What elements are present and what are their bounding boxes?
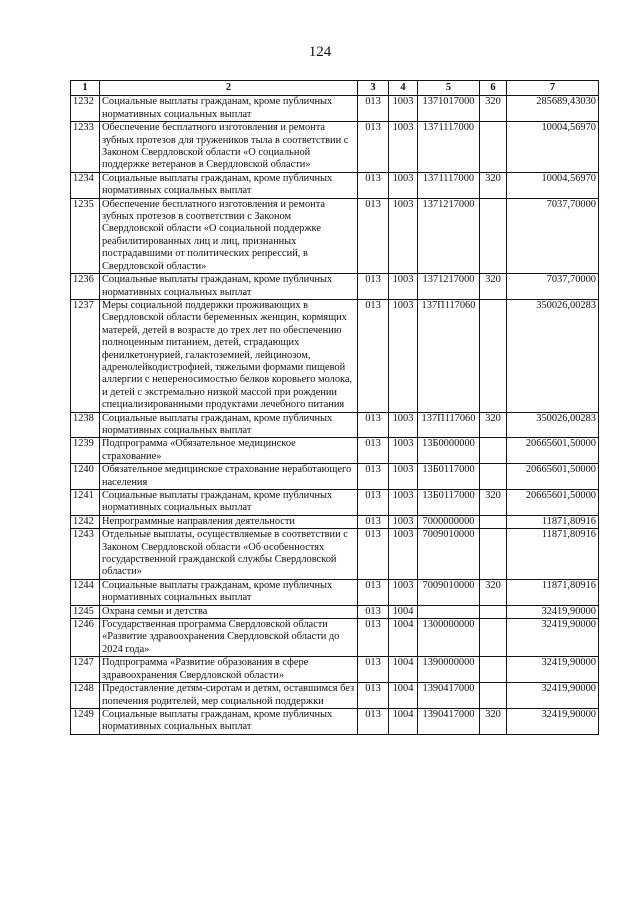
- expense-type-cell: [480, 438, 507, 464]
- row-number-cell: 1249: [71, 708, 100, 734]
- row-name-cell: Социальные выплаты гражданам, кроме публичных нормативных социальных выплат: [100, 274, 358, 300]
- table-row: [71, 708, 599, 734]
- section-code-cell: 1003: [389, 299, 418, 412]
- amount-cell: 11871,80916: [507, 529, 599, 580]
- amount-cell: 32419,90000: [507, 657, 599, 683]
- ministry-code-cell: 013: [358, 515, 389, 528]
- expense-type-cell: 320: [480, 172, 507, 198]
- ministry-code-cell: 013: [358, 683, 389, 709]
- target-code-cell: 13Б0117000: [418, 490, 480, 516]
- ministry-code-cell: 013: [358, 529, 389, 580]
- ministry-code-cell: 013: [358, 619, 389, 657]
- row-number-cell: 1247: [71, 657, 100, 683]
- row-name-cell: Социальные выплаты гражданам, кроме публичных нормативных социальных выплат: [100, 172, 358, 198]
- expense-type-cell: [480, 657, 507, 683]
- amount-cell: 7037,70000: [507, 198, 599, 273]
- amount-cell: 7037,70000: [507, 274, 599, 300]
- row-name-cell: Непрограммные направления деятельности: [100, 515, 358, 528]
- ministry-code-cell: 013: [358, 579, 389, 605]
- table-row: [71, 96, 599, 122]
- target-code-cell: 7000000000: [418, 515, 480, 528]
- table-row: [71, 464, 599, 490]
- row-name-cell: Социальные выплаты гражданам, кроме публичных нормативных социальных выплат: [100, 579, 358, 605]
- row-number-cell: 1248: [71, 683, 100, 709]
- row-name-cell: Подпрограмма «Развитие образования в сфере здравоохранения Свердловской области»: [100, 657, 358, 683]
- expense-type-cell: 320: [480, 708, 507, 734]
- row-number-cell: 1246: [71, 619, 100, 657]
- target-code-cell: 1371117000: [418, 172, 480, 198]
- amount-cell: 32419,90000: [507, 619, 599, 657]
- target-code-cell: [418, 605, 480, 618]
- table-row: [71, 412, 599, 438]
- expense-type-cell: 320: [480, 579, 507, 605]
- amount-cell: 350026,00283: [507, 299, 599, 412]
- ministry-code-cell: 013: [358, 708, 389, 734]
- column-header: 3: [358, 81, 389, 96]
- ministry-code-cell: 013: [358, 657, 389, 683]
- expense-type-cell: 320: [480, 412, 507, 438]
- table-row: [71, 274, 599, 300]
- ministry-code-cell: 013: [358, 464, 389, 490]
- table-row: [71, 605, 599, 618]
- ministry-code-cell: 013: [358, 122, 389, 173]
- expense-type-cell: [480, 619, 507, 657]
- target-code-cell: 1371217000: [418, 274, 480, 300]
- row-number-cell: 1239: [71, 438, 100, 464]
- row-name-cell: Обязательное медицинское страхование неработающего населения: [100, 464, 358, 490]
- target-code-cell: 137П117060: [418, 299, 480, 412]
- section-code-cell: 1003: [389, 122, 418, 173]
- amount-cell: 11871,80916: [507, 515, 599, 528]
- section-code-cell: 1003: [389, 579, 418, 605]
- row-number-cell: 1245: [71, 605, 100, 618]
- column-header: 5: [418, 81, 480, 96]
- table-row: [71, 579, 599, 605]
- target-code-cell: 13Б0000000: [418, 438, 480, 464]
- ministry-code-cell: 013: [358, 96, 389, 122]
- expense-type-cell: [480, 529, 507, 580]
- expense-type-cell: 320: [480, 490, 507, 516]
- row-name-cell: Социальные выплаты гражданам, кроме публичных нормативных социальных выплат: [100, 96, 358, 122]
- expense-type-cell: [480, 198, 507, 273]
- expense-type-cell: [480, 605, 507, 618]
- target-code-cell: 1390000000: [418, 657, 480, 683]
- target-code-cell: 7009010000: [418, 529, 480, 580]
- section-code-cell: 1003: [389, 198, 418, 273]
- section-code-cell: 1003: [389, 172, 418, 198]
- table-row: [71, 172, 599, 198]
- amount-cell: 10004,56970: [507, 122, 599, 173]
- section-code-cell: 1003: [389, 464, 418, 490]
- table-row: [71, 619, 599, 657]
- amount-cell: 285689,43030: [507, 96, 599, 122]
- section-code-cell: 1004: [389, 683, 418, 709]
- expense-type-cell: [480, 299, 507, 412]
- target-code-cell: 1371017000: [418, 96, 480, 122]
- table-row: [71, 198, 599, 273]
- row-number-cell: 1241: [71, 490, 100, 516]
- expense-type-cell: 320: [480, 274, 507, 300]
- row-name-cell: Социальные выплаты гражданам, кроме публичных нормативных социальных выплат: [100, 708, 358, 734]
- row-number-cell: 1234: [71, 172, 100, 198]
- amount-cell: 32419,90000: [507, 708, 599, 734]
- row-number-cell: 1238: [71, 412, 100, 438]
- target-code-cell: 1371217000: [418, 198, 480, 273]
- column-header: 2: [100, 81, 358, 96]
- expense-type-cell: [480, 683, 507, 709]
- row-number-cell: 1243: [71, 529, 100, 580]
- section-code-cell: 1004: [389, 605, 418, 618]
- row-name-cell: Меры социальной поддержки проживающих в Свердловской области беременных женщин, кормящих матерей, детей в возрасте до трех лет по обеспечению полноценным питанием, детей, страдающих фенилкетонурией, галактоземией, лейцинозом, адренолейкодистрофией, тяжелыми формами пищевой аллергии с непереносимостью белков коровьего молока, и детей с экстремально низкой массой при рождении специализированными продуктами лечебного питания: [100, 299, 358, 412]
- column-header: 6: [480, 81, 507, 96]
- section-code-cell: 1003: [389, 515, 418, 528]
- section-code-cell: 1003: [389, 529, 418, 580]
- target-code-cell: 1390417000: [418, 683, 480, 709]
- ministry-code-cell: 013: [358, 412, 389, 438]
- row-name-cell: Социальные выплаты гражданам, кроме публичных нормативных социальных выплат: [100, 490, 358, 516]
- section-code-cell: 1003: [389, 438, 418, 464]
- amount-cell: 20665601,50000: [507, 464, 599, 490]
- row-number-cell: 1236: [71, 274, 100, 300]
- column-header: 1: [71, 81, 100, 96]
- ministry-code-cell: 013: [358, 299, 389, 412]
- row-name-cell: Подпрограмма «Обязательное медицинское страхование»: [100, 438, 358, 464]
- ministry-code-cell: 013: [358, 605, 389, 618]
- section-code-cell: 1004: [389, 619, 418, 657]
- section-code-cell: 1004: [389, 708, 418, 734]
- table-row: [71, 657, 599, 683]
- table-row: [71, 683, 599, 709]
- row-number-cell: 1244: [71, 579, 100, 605]
- row-number-cell: 1237: [71, 299, 100, 412]
- table-body: [71, 96, 599, 734]
- row-name-cell: Государственная программа Свердловской области «Развитие здравоохранения Свердловской области до 2024 года»: [100, 619, 358, 657]
- row-name-cell: Охрана семьи и детства: [100, 605, 358, 618]
- row-number-cell: 1235: [71, 198, 100, 273]
- amount-cell: 32419,90000: [507, 683, 599, 709]
- target-code-cell: 1371117000: [418, 122, 480, 173]
- target-code-cell: 1390417000: [418, 708, 480, 734]
- ministry-code-cell: 013: [358, 274, 389, 300]
- column-header: 7: [507, 81, 599, 96]
- table-row: [71, 438, 599, 464]
- amount-cell: 350026,00283: [507, 412, 599, 438]
- target-code-cell: 13Б0117000: [418, 464, 480, 490]
- section-code-cell: 1003: [389, 96, 418, 122]
- row-name-cell: Обеспечение бесплатного изготовления и ремонта зубных протезов в соответствии с Законом Свердловской области «О социальной поддержке реабилитированных лиц и лиц, признанных пострадавшими от политических репрессий, в Свердловской области»: [100, 198, 358, 273]
- row-number-cell: 1232: [71, 96, 100, 122]
- row-name-cell: Обеспечение бесплатного изготовления и ремонта зубных протезов для тружеников тыла в соответствии с Законом Свердловской области «О социальной поддержке ветеранов в Свердловской области»: [100, 122, 358, 173]
- amount-cell: 10004,56970: [507, 172, 599, 198]
- section-code-cell: 1004: [389, 657, 418, 683]
- expense-type-cell: [480, 515, 507, 528]
- row-name-cell: Предоставление детям-сиротам и детям, оставшимся без попечения родителей, мер социальной поддержки: [100, 683, 358, 709]
- table-row: [71, 529, 599, 580]
- target-code-cell: 7009010000: [418, 579, 480, 605]
- target-code-cell: 137П117060: [418, 412, 480, 438]
- expense-type-cell: [480, 464, 507, 490]
- row-number-cell: 1242: [71, 515, 100, 528]
- amount-cell: 20665601,50000: [507, 490, 599, 516]
- ministry-code-cell: 013: [358, 438, 389, 464]
- row-number-cell: 1233: [71, 122, 100, 173]
- row-number-cell: 1240: [71, 464, 100, 490]
- column-header: 4: [389, 81, 418, 96]
- ministry-code-cell: 013: [358, 490, 389, 516]
- amount-cell: 20665601,50000: [507, 438, 599, 464]
- expense-type-cell: [480, 122, 507, 173]
- budget-table: [70, 80, 599, 735]
- row-name-cell: Социальные выплаты гражданам, кроме публичных нормативных социальных выплат: [100, 412, 358, 438]
- table-row: [71, 490, 599, 516]
- amount-cell: 32419,90000: [507, 605, 599, 618]
- amount-cell: 11871,80916: [507, 579, 599, 605]
- expense-type-cell: 320: [480, 96, 507, 122]
- ministry-code-cell: 013: [358, 172, 389, 198]
- section-code-cell: 1003: [389, 274, 418, 300]
- section-code-cell: 1003: [389, 490, 418, 516]
- target-code-cell: 1300000000: [418, 619, 480, 657]
- page-number: 124: [308, 44, 332, 60]
- table-row: [71, 299, 599, 412]
- table-row: [71, 515, 599, 528]
- table-row: [71, 122, 599, 173]
- section-code-cell: 1003: [389, 412, 418, 438]
- table-header-row: [71, 81, 599, 96]
- ministry-code-cell: 013: [358, 198, 389, 273]
- row-name-cell: Отдельные выплаты, осуществляемые в соответствии с Законом Свердловской области «Об особенностях государственной гражданской службы Свердловской области»: [100, 529, 358, 580]
